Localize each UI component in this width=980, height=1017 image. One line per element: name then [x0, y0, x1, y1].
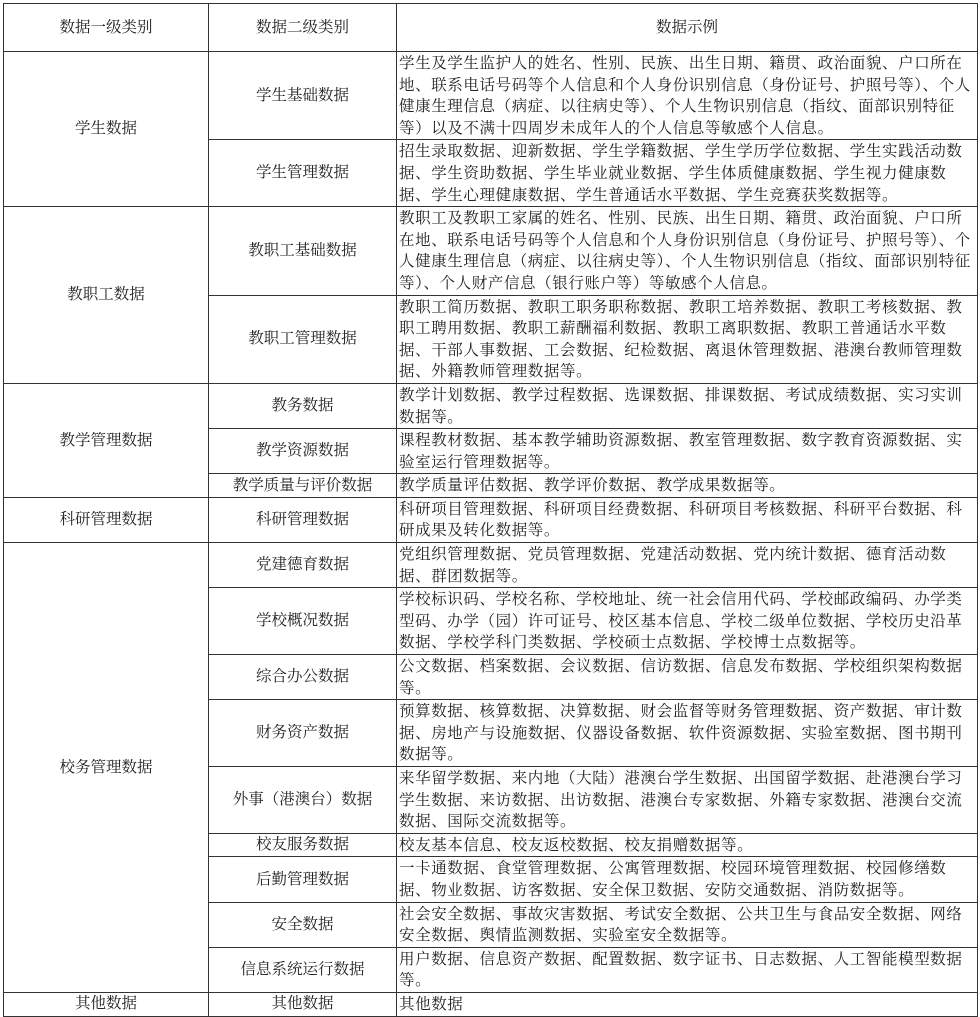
- level1-category: 校务管理数据: [4, 543, 209, 993]
- level2-category: 党建德育数据: [209, 543, 397, 588]
- table-row: [4, 383, 978, 428]
- header-example: 数据示例: [397, 4, 978, 52]
- level2-category: 学校概况数据: [209, 588, 397, 655]
- data-example: 用户数据、信息资产数据、配置数据、数字证书、日志数据、人工智能模型数据等。: [397, 947, 978, 992]
- header-level1: 数据一级类别: [4, 4, 209, 52]
- level2-category: 科研管理数据: [209, 497, 397, 542]
- table-row: [4, 497, 978, 542]
- level2-category: 安全数据: [209, 902, 397, 947]
- data-example: 教职工简历数据、教职工职务职称数据、教职工培养数据、教职工考核数据、教职工聘用数据、教职工薪酬福利数据、教职工离职数据、教职工普通话水平数据、干部人事数据、工会数据、纪检数据、离退休管理数据、港澳台教师管理数据、外籍教师管理数据等。: [397, 295, 978, 383]
- level2-category: 信息系统运行数据: [209, 947, 397, 992]
- level2-category: 后勤管理数据: [209, 857, 397, 902]
- data-example: 公文数据、档案数据、会议数据、信访数据、信息发布数据、学校组织架构数据等。: [397, 655, 978, 700]
- level2-category: 教务数据: [209, 383, 397, 428]
- data-example: 教职工及教职工家属的姓名、性别、民族、出生日期、籍贯、政治面貌、户口所在地、联系电话号码等个人信息和个人身份识别信息（身份证号、护照号等）、个人健康生理信息（病症、以往病史等）、个人生物识别信息（指纹、面部识别特征等）、个人财产信息（银行账户等）等敏感个人信息。: [397, 207, 978, 295]
- level1-category: 学生数据: [4, 52, 209, 207]
- table-row: [4, 992, 978, 1016]
- level2-category: 其他数据: [209, 992, 397, 1016]
- level1-category: 教学管理数据: [4, 383, 209, 497]
- level2-category: 综合办公数据: [209, 655, 397, 700]
- level1-category: 教职工数据: [4, 207, 209, 384]
- data-example: 教学质量评估数据、教学评价数据、教学成果数据等。: [397, 474, 978, 498]
- level1-category: 其他数据: [4, 992, 209, 1016]
- data-example: 校友基本信息、校友返校数据、校友捐赠数据等。: [397, 833, 978, 857]
- level2-category: 学生基础数据: [209, 52, 397, 140]
- level2-category: 校友服务数据: [209, 833, 397, 857]
- data-example: 学生及学生监护人的姓名、性别、民族、出生日期、籍贯、政治面貌、户口所在地、联系电话号码等个人信息和个人身份识别信息（身份证号、护照号等）、个人健康生理信息（病症、以往病史等）、个人生物识别信息（指纹、面部识别特征等）以及不满十四周岁未成年人的个人信息等敏感个人信息。: [397, 52, 978, 140]
- data-example: 科研项目管理数据、科研项目经费数据、科研项目考核数据、科研平台数据、科研成果及转化数据等。: [397, 497, 978, 542]
- data-example: 学校标识码、学校名称、学校地址、统一社会信用代码、学校邮政编码、办学类型码、办学（园）许可证号、校区基本信息、学校二级单位数据、学校历史沿革数据、学校学科门类数据、学校硕士点数据、学校博士点数据等。: [397, 588, 978, 655]
- data-example: 预算数据、核算数据、决算数据、财会监督等财务管理数据、资产数据、审计数据、房地产与设施数据、仪器设备数据、软件资源数据、实验室数据、图书期刊数据等。: [397, 700, 978, 767]
- data-example: 社会安全数据、事故灾害数据、考试安全数据、公共卫生与食品安全数据、网络安全数据、舆情监测数据、实验室安全数据等。: [397, 902, 978, 947]
- data-example: 党组织管理数据、党员管理数据、党建活动数据、党内统计数据、德育活动数据、群团数据等。: [397, 543, 978, 588]
- data-example: 招生录取数据、迎新数据、学生学籍数据、学生学历学位数据、学生实践活动数据、学生资助数据、学生毕业就业数据、学生体质健康数据、学生视力健康数据、学生心理健康数据、学生普通话水平数据、学生竞赛获奖数据等。: [397, 140, 978, 207]
- table-row: [4, 543, 978, 588]
- table-row: [4, 52, 978, 140]
- data-example: 一卡通数据、食堂管理数据、公寓管理数据、校园环境管理数据、校园修缮数据、物业数据、访客数据、安全保卫数据、安防交通数据、消防数据等。: [397, 857, 978, 902]
- level1-category: 科研管理数据: [4, 497, 209, 542]
- table-body: [4, 52, 978, 1017]
- table-row: [4, 207, 978, 295]
- level2-category: 教学资源数据: [209, 429, 397, 474]
- data-example: 课程教材数据、基本教学辅助资源数据、教室管理数据、数字教育资源数据、实验室运行管理数据等。: [397, 429, 978, 474]
- table-header-row: [4, 4, 978, 52]
- level2-category: 学生管理数据: [209, 140, 397, 207]
- level2-category: 外事（港澳台）数据: [209, 767, 397, 834]
- data-example: 教学计划数据、教学过程数据、选课数据、排课数据、考试成绩数据、实习实训数据等。: [397, 383, 978, 428]
- data-example: 其他数据: [397, 992, 978, 1016]
- level2-category: 教职工管理数据: [209, 295, 397, 383]
- data-category-table: [3, 3, 978, 1017]
- data-example: 来华留学数据、来内地（大陆）港澳台学生数据、出国留学数据、赴港澳台学习学生数据、来访数据、出访数据、港澳台专家数据、外籍专家数据、港澳台交流数据、国际交流数据等。: [397, 767, 978, 834]
- level2-category: 教学质量与评价数据: [209, 474, 397, 498]
- level2-category: 教职工基础数据: [209, 207, 397, 295]
- level2-category: 财务资产数据: [209, 700, 397, 767]
- header-level2: 数据二级类别: [209, 4, 397, 52]
